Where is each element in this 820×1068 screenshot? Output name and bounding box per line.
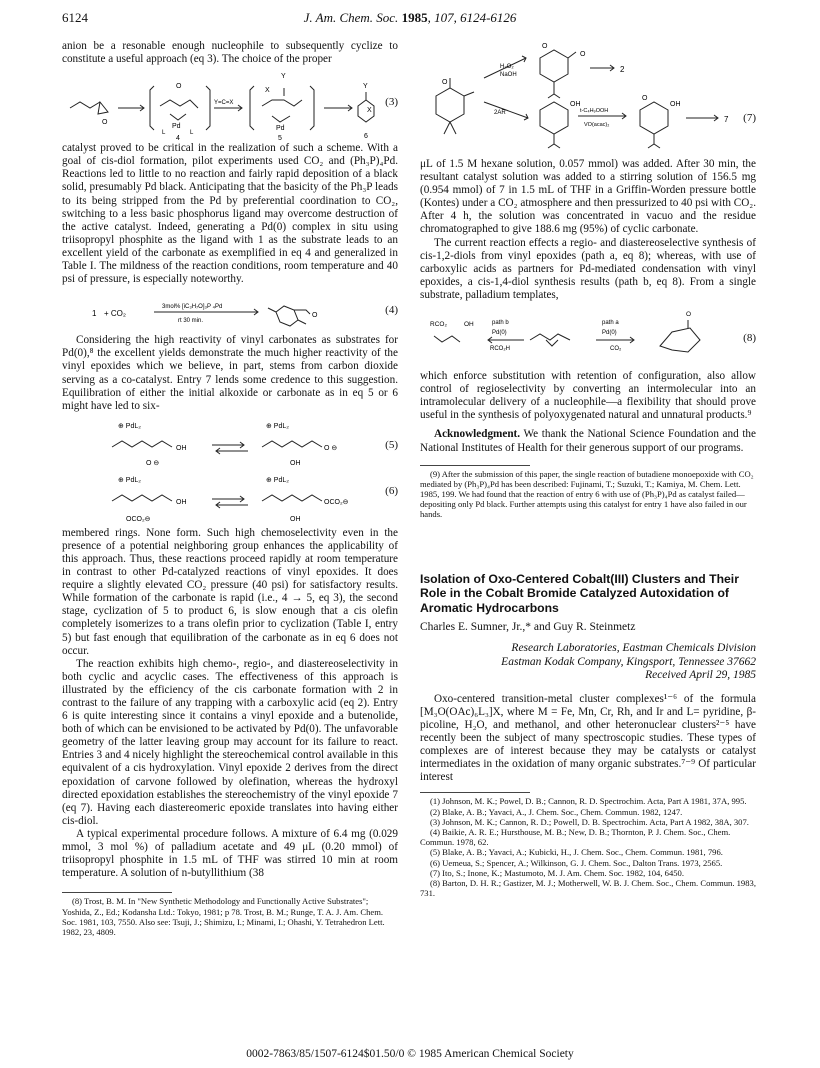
eq7-oh-2: OH (670, 101, 681, 108)
journal-name: J. Am. Chem. Soc. (303, 10, 399, 25)
acknowledgment-text: We thank the National Science Foundation and the National Institutes of Health for their generous support of our programs. (420, 428, 756, 454)
reference-item: (8) Barton, D. H. R.; Gastizer, M. J.; Motherwell, W. B. J. Chem. Soc., Chem. Commun. 1983, 731. (420, 877, 756, 899)
equation-7 (420, 40, 756, 154)
eq6-pdl2-left: ⊕ PdL₂ (118, 476, 141, 484)
eq3-y-product: Y (363, 83, 368, 91)
eq5-oh-right: OH (290, 459, 301, 467)
eq3-x: X (265, 87, 270, 95)
eq7-o-2: O (642, 95, 648, 102)
reference-item: (3) Johnson, M. K.; Cannon, R. D.; Powell, D. B. Spectrochim. Acta, Part A 1982, 38A, 307. (430, 816, 749, 827)
eq4-conditions-top: 3mol% [iC₃H₇O]₃P ₄Pd (162, 304, 223, 311)
equation-number: (4) (385, 304, 398, 317)
eq8-pd0-b: Pd(0) (492, 330, 507, 337)
equation-6 (62, 471, 398, 527)
eq8-rco2h: RCO₂H (490, 346, 510, 353)
eq7-reagent-top: H₂O₂ (500, 64, 514, 70)
reference-item: (4) Baikie, A. R. E.; Hursthouse, M. B.; New, D. B.; Thornton, P. J. Chem. Soc., Chem. Commun. 1978, 62. (420, 826, 731, 848)
acknowledgment-label: Acknowledgment. (434, 428, 521, 441)
running-header (62, 10, 758, 32)
eq5-oh-left: OH (176, 444, 187, 452)
eq8-co2: CO₂ (610, 346, 622, 353)
footnotes-left (62, 892, 398, 937)
paragraph: membered rings. None form. Such high chemoselectivity even in the presence of a potential neighboring group enhances the applicability of this approach. Thus, these reactions proceed rapidly at room temperature in contrast to other Pd-catalyzed reactions of vinyl epoxides. It does require a slightly elevated CO₂ pressure (40 psi) for satisfactory results. While formation of the carbonate is rapid (i.e., 4 → 5, eq 3), the second stage, cyclization of 5 to product 6, is slow enough that a cis olefin completely isomerizes to a trans olefin prior to cyclization (Table I, entry 5) but fast enough that equilibration of the carbonate as in eq 6 does not occur. (62, 526, 398, 657)
equation-number: (3) (385, 96, 398, 109)
paragraph: catalyst proved to be critical in the realization of such a scheme. With a goal of cis-diol formation, pilot experiments used CO₂ and (Ph₃P)₄Pd. Reactions led to little to no reaction and fairly rapid deposition of a black solid, presumably Pd black. Anticipating that the basicity of the Ph₃P leads to its being stripped from the Pd by preferential coordination to CO₂, switching to a less basic phosphorus ligand may overcome destruction of the active catalyst. Indeed, generating a Pd(0) complex in situ using triisopropyl phosphite as the ligand with 1 as the substrate leads to an excellent yield of the carbonate as exemplified in eq 4 and generalized in Table I. The mildness of the reaction conditions, room temperature and 40 psi of pressure, is especially noteworthy. (62, 142, 398, 286)
eq7-o-epoxide: O (542, 43, 548, 50)
eq8-path-b: path b (492, 320, 509, 327)
eq6-oh-left: OH (176, 498, 187, 506)
equation-4 (62, 292, 398, 334)
right-column (420, 40, 756, 898)
eq3-o-minus: O (176, 83, 182, 91)
eq7-reagent-bottom: NaOH (500, 72, 517, 78)
reference-item: (6) Uemeua, S.; Spencer, A.; Wilkinson, G. J. Chem. Soc., Dalton Trans. 1973, 2565. (430, 857, 723, 868)
eq7-label-2: 2 (620, 65, 625, 74)
acknowledgment (420, 428, 756, 454)
eq7-label-7: 7 (724, 115, 729, 124)
article-title: Isolation of Oxo-Centered Cobalt(III) Clusters and Their Role in the Cobalt Bromide Catalyzed Autoxidation of Aromatic Hydrocarbons (420, 571, 739, 615)
article-header (420, 572, 756, 683)
page-number: 6124 (62, 10, 88, 25)
paragraph: Considering the high reactivity of vinyl carbonates as substrates for Pd(0),⁸ the excellent yields demonstrate the much higher reactivity of the vinyl epoxides which we believe, in part, stems from carbon dioxide serving as a co-catalyst. Entry 7 lends some credence to this suggestion. Equilibration of either the initial alkoxide or carbonate as in eq 5 or 6 might have led to six- (62, 334, 398, 412)
eq6-pdl2-right: ⊕ PdL₂ (266, 476, 289, 484)
eq3-x-product: X (367, 107, 372, 115)
eq3-label-6: 6 (364, 133, 368, 141)
eq5-pdl2-left: ⊕ PdL₂ (118, 422, 141, 430)
eq8-pd0-a: Pd(0) (602, 330, 617, 337)
paragraph: anion be a resonable enough nucleophile to subsequently cyclize to constitute a useful approach (eq 3). The choice of the proper (62, 40, 398, 66)
paragraph: μL of 1.5 M hexane solution, 0.057 mmol) was added. After 30 min, the resultant catalyst solution was added to a stirring solution of 156.5 mg (0.954 mmol) of 7 in 1.5 mL of THF in a Griffin-Worden pressure bottle (Kontes) under a CO₂ atmosphere and then pressurized to 40 psi with CO₂. After 4 h, the solution was concentrated in vacuo and the residue chromatographed to give 188.6 mg (95%) of cyclic carbonate. (420, 158, 756, 236)
equation-6-scheme (62, 471, 362, 527)
footnote-rule (62, 892, 172, 893)
eq3-l-left: L (162, 130, 166, 137)
eq5-ominus-left: O ⊖ (146, 459, 160, 467)
footnote-text: (9) After the submission of this paper, the single reaction of butadiene monoepoxide with CO₂ mediated by (Ph₃P)₄Pd has been described: Fujinami, T.; Suzuki, T.; Kamiya, M. Chem. Lett. 1985, 199. We had found that the reaction of entry 6 with use of (Ph₃P)₄Pd as catalyst failed—depositing only Pd black. Further attempts using this catalyst for entry 1 have also failed in our hands. (420, 468, 754, 520)
equation-number: (6) (385, 484, 398, 497)
eq4-conditions-bottom: rt 30 min. (178, 318, 204, 325)
eq3-arrow-label: Y=C=X (214, 100, 234, 107)
equation-number: (8) (743, 332, 756, 345)
eq8-path-a: path a (602, 320, 619, 327)
eq4-co2: + CO₂ (104, 309, 126, 319)
eq6-oh-right: OH (290, 515, 301, 523)
received-date: Received April 29, 1985 (645, 669, 756, 682)
eq7-o-ketone: O (580, 51, 586, 58)
paragraph: which enforce substitution with retention of configuration, also allow control of regioselectivity by converting an intermolecular into an intramolecular delivery of a nucleophile—a flexibility that should prove useful in the synthesis of polyoxygenated natural and unnatural products.⁹ (420, 370, 756, 422)
eq6-oco2-left: OCO₂⊖ (126, 515, 151, 523)
equation-8 (420, 306, 756, 370)
eq3-o: O (102, 119, 108, 127)
journal-year: 1985 (401, 10, 428, 25)
eq7-oh-1: OH (570, 101, 581, 108)
footnotes-right (420, 465, 756, 520)
equation-5-scheme (62, 417, 362, 471)
references (420, 792, 756, 898)
paragraph: The reaction exhibits high chemo-, regio-, and diastereoselectivity in both cyclic and acyclic cases. The effectiveness of this approach is illustrated by the efficiency of the cis carbonate formation with 2 in contrast to the failure of any trapping with a carboxylic acid (eq 2). Entry 6 is quite interesting since it contains a vinyl epoxide and a butenolide, both of which can be envisioned to be activated by Pd(0). The unfavorable geometry of the latter leaving group may account for its failure to react. Entries 3 and 4 nicely highlight the stereochemical control available in this equivalent of a cis hydroxylation. Vinyl epoxide 2 derives from the direct epoxidation of carvone followed by olefination, whereas the hydroxyl directed epoxidation establishes the stereochemistry of the vinyl epoxide 7 (eq 7). Having each diastereomeric epoxide translates into having either cis-diol. (62, 657, 398, 827)
eq4-reagent: 1 (92, 309, 97, 319)
footnote-rule (420, 792, 530, 793)
paragraph: The current reaction effects a regio- and diastereoselective synthesis of cis-1,2-diols from vinyl epoxides (path a, eq 8); whereas, with use of carboxylic acids as partners for Pd-mediated condensation with vinyl epoxides, a cis-1,4-diol synthesis results (path b, eq 8). From a single substrate, palladium templates, (420, 236, 756, 301)
reference-item: (5) Blake, A. B.; Yavaci, A.; Kubicki, H., J. Chem. Soc., Chem. Commun. 1981, 796. (430, 847, 723, 858)
reference-item: (2) Blake, A. B.; Yavaci, A., J. Chem. Soc., Chem. Commun. 1982, 1247. (430, 806, 683, 817)
eq3-pd: Pd (172, 123, 181, 131)
equation-3 (62, 66, 398, 142)
eq8-rco2: RCO₂ (430, 321, 447, 329)
eq7-process-label: 2AR (494, 110, 506, 116)
eq3-label-5: 5 (278, 135, 282, 143)
eq3-pd-mid: Pd (276, 125, 285, 133)
reference-item: (7) Ito, S.; Inone, K.; Mastumoto, M. J. Am. Chem. Soc. 1982, 104, 6450. (430, 867, 684, 878)
journal-volume-pages: , 107, 6124-6126 (427, 10, 517, 25)
affiliation (420, 642, 756, 683)
affiliation-line-1: Research Laboratories, Eastman Chemicals Division (511, 642, 756, 655)
footnote-text: (8) Trost, B. M. In "New Synthetic Methodology and Functionally Active Substrates"; Yoshida, Z., Ed.; Kodansha Ltd.: Tokyo, 1981; p 78. Trost, B. M.; Runge, T. A. J. Am. Chem. Soc. 1981, 103, 7550. Also see: Tsuji, J.; Shimizu, I.; Minami, I.; Ohashi, Y. Tetrahedron Lett. 1982, 23, 4809. (62, 896, 385, 937)
equation-5 (62, 417, 398, 471)
reference-item: (1) Johnson, M. K.; Powel, D. B.; Cannon, R. D. Spectrochim. Acta, Part A 1981, 37A, 995. (430, 796, 747, 807)
eq6-oco2-right: OCO₂⊖ (324, 498, 349, 506)
affiliation-line-2: Eastman Kodak Company, Kingsport, Tennessee 37662 (501, 655, 756, 668)
equation-number: (7) (743, 112, 756, 124)
reference-list (420, 796, 756, 898)
paragraph: A typical experimental procedure follows. A mixture of 6.4 mg (0.029 mmol, 3 mol %) of palladium acetate and 49 μL (0.20 mmol) of triisopropyl phosphite in 1.5 mL of THF was stirred 10 min at room temperature. A solution of n-butyllithium (38 (62, 827, 398, 880)
eq8-o: O (686, 311, 692, 319)
eq3-label-4: 4 (176, 135, 180, 143)
eq3-y-top: Y (281, 73, 286, 81)
eq7-o-left: O (442, 79, 448, 86)
eq4-o: O (312, 312, 318, 320)
footnote-8 (62, 896, 398, 937)
footnote-9 (420, 469, 756, 520)
equation-3-scheme (62, 66, 382, 142)
left-column (62, 40, 398, 937)
equation-8-scheme (420, 306, 720, 370)
copyright-footer: 0002-7863/85/1507-6124$01.50/0 © 1985 American Chemical Society (246, 1048, 574, 1060)
paragraph: Oxo-centered transition-metal cluster complexes¹⁻⁶ of the formula [M₃O(OAc)₆L₃]X, where M = Fe, Mn, Cr, Rh, and Ir and L= pyridine, β-picoline, H₂O, and methanol, and other heteronuclear clusters²⁻⁵ have recently been the subject of many spectroscopic studies. These types of complexes are of interest because they may be catalysts or catalyst intermediates in the oxidation of many organic substrates.⁷⁻⁹ Of particular interest (420, 692, 756, 784)
eq7-reagent-2: t-C₄H₉OOH (580, 108, 609, 114)
eq5-pdl2-right: ⊕ PdL₂ (266, 422, 289, 430)
eq8-oh: OH (464, 321, 474, 329)
footnote-rule (420, 465, 530, 466)
equation-7-scheme (420, 40, 756, 154)
article-authors: Charles E. Sumner, Jr.,* and Guy R. Steinmetz (420, 621, 636, 634)
eq5-ominus-right: O ⊖ (324, 444, 338, 452)
journal-citation (62, 10, 758, 26)
equation-4-scheme (62, 292, 362, 334)
equation-number: (5) (385, 438, 398, 451)
eq3-l-right: L (190, 130, 194, 137)
eq7-reagent-2b: VO(acac)₂ (584, 122, 610, 128)
